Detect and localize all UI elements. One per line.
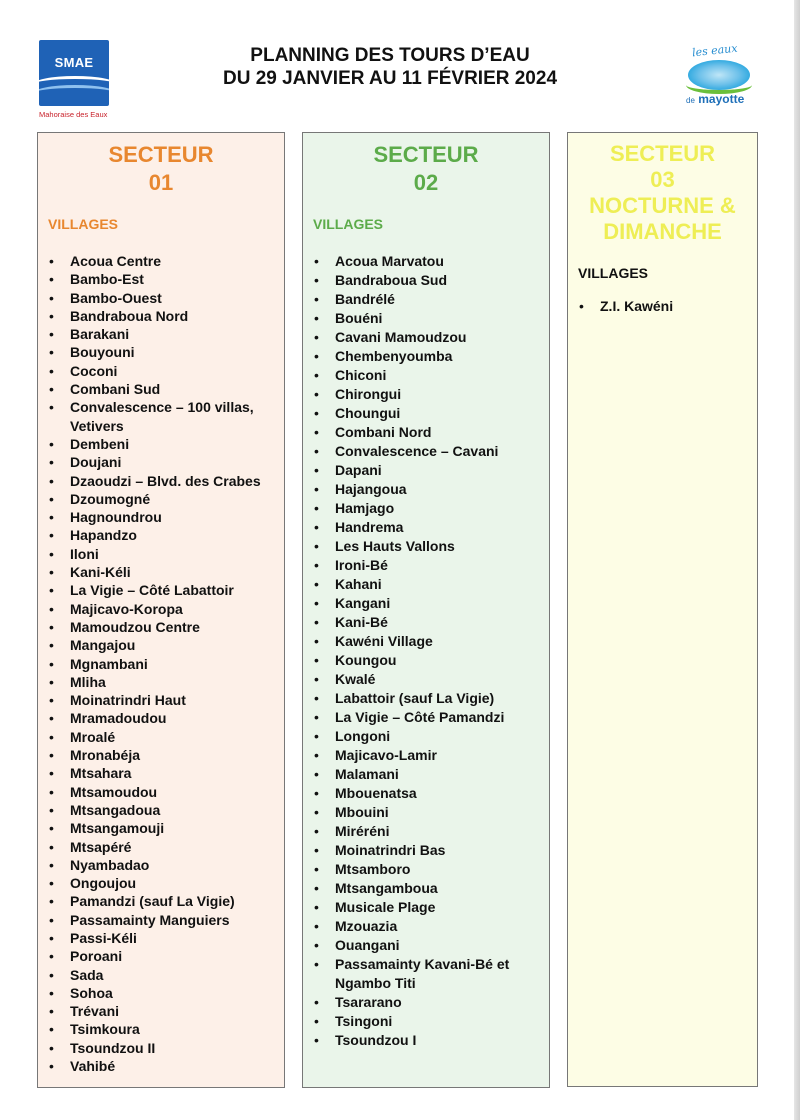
logo-bottom-text: [686, 92, 744, 106]
village-item: • Sohoa: [48, 984, 276, 1002]
village-item: • Bambo-Est: [48, 270, 276, 288]
village-item: • Combani Nord: [313, 423, 541, 442]
village-item: • Acoua Centre: [48, 252, 276, 270]
village-item: • Longoni: [313, 727, 541, 746]
village-item: • Sada: [48, 966, 276, 984]
sector-title-line: DIMANCHE: [603, 219, 722, 244]
smae-tagline: Mahoraise des Eaux: [39, 110, 108, 119]
village-item: • Ouangani: [313, 936, 541, 955]
title-line-2: DU 29 JANVIER AU 11 FÉVRIER 2024: [222, 68, 558, 89]
village-item: • Passi-Kéli: [48, 929, 276, 947]
page-edge: [794, 0, 800, 1120]
village-item: • Miréréni: [313, 822, 541, 841]
village-item: • Barakani: [48, 325, 276, 343]
village-item: • Kahani: [313, 575, 541, 594]
village-item: • Bandraboua Nord: [48, 307, 276, 325]
village-item: • Mtsapéré: [48, 838, 276, 856]
village-item: • Convalescence – Cavani: [313, 442, 541, 461]
wave-icon: [39, 85, 109, 102]
village-item: • Mtsangamboua: [313, 879, 541, 898]
village-item: • Mtsahara: [48, 764, 276, 782]
les-eaux-de-mayotte-logo: [680, 40, 760, 112]
village-item: • Koungou: [313, 651, 541, 670]
village-item: • Mangajou: [48, 636, 276, 654]
village-item: • Mtsangadoua: [48, 801, 276, 819]
village-item: • Cavani Mamoudzou: [313, 328, 541, 347]
logo-bottom-small: de: [686, 96, 695, 105]
village-item: • Kawéni Village: [313, 632, 541, 651]
village-item: • Dzaoudzi – Blvd. des Crabes: [48, 472, 276, 490]
villages-label: VILLAGES: [578, 265, 649, 281]
village-item: • Tsoundzou II: [48, 1039, 276, 1057]
sector-title-line: NOCTURNE &: [589, 193, 736, 218]
village-item: • Convalescence – 100 villas, Vetivers: [48, 398, 276, 435]
village-item: • Mbouenatsa: [313, 784, 541, 803]
village-item: • Iloni: [48, 545, 276, 563]
village-item: • Labattoir (sauf La Vigie): [313, 689, 541, 708]
village-item: • Mzouazia: [313, 917, 541, 936]
village-item: • Doujani: [48, 453, 276, 471]
village-item: • Chirongui: [313, 385, 541, 404]
village-item: • Moinatrindri Haut: [48, 691, 276, 709]
sector-title-line: SECTEUR: [108, 142, 214, 167]
logo-top-text: les eaux: [691, 41, 739, 60]
village-item: • Mamoudzou Centre: [48, 618, 276, 636]
village-item: • Kani-Kéli: [48, 563, 276, 581]
village-item: • Musicale Plage: [313, 898, 541, 917]
village-item: • Mtsangamouji: [48, 819, 276, 837]
village-item: • Vahibé: [48, 1057, 276, 1075]
village-item: • Z.I. Kawéni: [578, 297, 749, 315]
villages-label: VILLAGES: [48, 216, 119, 232]
village-item: • Handrema: [313, 518, 541, 537]
village-item: • Dembeni: [48, 435, 276, 453]
village-item: • Kangani: [313, 594, 541, 613]
village-item: • Acoua Marvatou: [313, 252, 541, 271]
village-item: • Passamainty Manguiers: [48, 911, 276, 929]
village-item: • Hajangoua: [313, 480, 541, 499]
village-item: • Bandraboua Sud: [313, 271, 541, 290]
village-item: • Hagnoundrou: [48, 508, 276, 526]
sector-title-line: SECTEUR: [373, 142, 479, 167]
logo-bottom-main: mayotte: [698, 92, 745, 106]
villages-label: VILLAGES: [313, 216, 384, 232]
smae-logo-badge: [39, 40, 109, 106]
sector-title-line: 01: [148, 170, 174, 195]
sector-title: [303, 141, 549, 197]
page-title: [150, 44, 630, 90]
village-item: • La Vigie – Côté Pamandzi: [313, 708, 541, 727]
village-item: • Bouyouni: [48, 343, 276, 361]
village-list: [303, 252, 549, 1050]
sector-03-panel: [567, 132, 758, 1087]
village-item: • Tsimkoura: [48, 1020, 276, 1038]
village-item: • Mtsamoudou: [48, 783, 276, 801]
sector-01-panel: [37, 132, 285, 1088]
village-item: • Coconi: [48, 362, 276, 380]
village-item: • Mramadoudou: [48, 709, 276, 727]
village-item: • Chembenyoumba: [313, 347, 541, 366]
village-item: • Dapani: [313, 461, 541, 480]
village-item: • Tsararano: [313, 993, 541, 1012]
village-item: • Pamandzi (sauf La Vigie): [48, 892, 276, 910]
village-item: • Kani-Bé: [313, 613, 541, 632]
village-item: • La Vigie – Côté Labattoir: [48, 581, 276, 599]
village-item: • Kwalé: [313, 670, 541, 689]
village-item: • Passamainty Kavani-Bé et Ngambo Titi: [313, 955, 541, 993]
village-item: • Mronabéja: [48, 746, 276, 764]
village-item: • Tsingoni: [313, 1012, 541, 1031]
village-item: • Nyambadao: [48, 856, 276, 874]
village-item: • Trévani: [48, 1002, 276, 1020]
village-item: • Tsoundzou I: [313, 1031, 541, 1050]
village-item: • Ongoujou: [48, 874, 276, 892]
sector-title-line: 02: [413, 170, 439, 195]
sector-02-panel: [302, 132, 550, 1088]
village-item: • Mbouini: [313, 803, 541, 822]
village-list: [568, 297, 757, 315]
village-item: • Ironi-Bé: [313, 556, 541, 575]
sector-title-line: 03: [650, 167, 675, 192]
village-list: [38, 252, 284, 1075]
village-item: • Poroani: [48, 947, 276, 965]
village-item: • Majicavo-Lamir: [313, 746, 541, 765]
village-item: • Moinatrindri Bas: [313, 841, 541, 860]
title-line-1: PLANNING DES TOURS D’EAU: [250, 45, 530, 66]
village-item: • Bandrélé: [313, 290, 541, 309]
village-item: • Mliha: [48, 673, 276, 691]
sector-title: [38, 141, 284, 197]
village-item: • Dzoumogné: [48, 490, 276, 508]
sector-title: [568, 141, 757, 245]
smae-logo: [39, 40, 111, 119]
village-item: • Mgnambani: [48, 655, 276, 673]
village-item: • Les Hauts Vallons: [313, 537, 541, 556]
village-item: • Bambo-Ouest: [48, 289, 276, 307]
smae-logo-text: SMAE: [54, 55, 94, 70]
village-item: • Mroalé: [48, 728, 276, 746]
village-item: • Hapandzo: [48, 526, 276, 544]
village-item: • Hamjago: [313, 499, 541, 518]
village-item: • Malamani: [313, 765, 541, 784]
village-item: • Mtsamboro: [313, 860, 541, 879]
village-item: • Majicavo-Koropa: [48, 600, 276, 618]
sector-title-line: SECTEUR: [609, 141, 716, 166]
village-item: • Choungui: [313, 404, 541, 423]
village-item: • Chiconi: [313, 366, 541, 385]
village-item: • Bouéni: [313, 309, 541, 328]
village-item: • Combani Sud: [48, 380, 276, 398]
